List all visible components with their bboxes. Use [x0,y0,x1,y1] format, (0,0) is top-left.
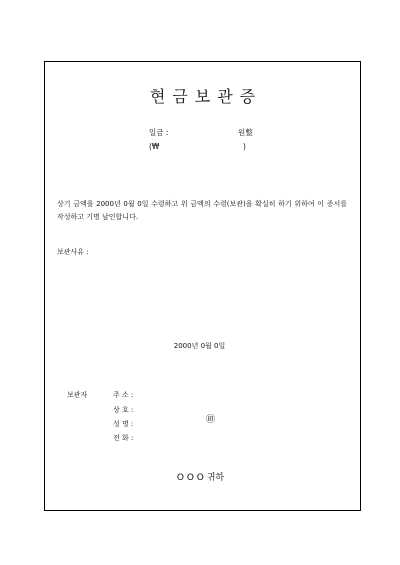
document-title: 현금보관증 [149,87,263,106]
name-field-label: 성 명 : [113,420,134,428]
amount-won-open: (₩ [149,142,160,151]
body-statement: 상기 금액을 2000년 0월 0일 수령하고 위 금액의 수령(보관)을 확실히 하기 위하여 이 증서를 작성하고 기명 날인합니다. [57,200,347,221]
seal-icon: ㊞ [206,415,216,425]
phone-field-label: 전 화 : [113,434,134,442]
amount-won-close: ) [243,142,246,151]
document-frame [44,61,361,511]
addressee: O O O 귀하 [176,473,225,483]
amount-unit: 원整 [238,128,253,137]
document-date: 2000년 0월 0일 [173,342,226,350]
keeper-label: 보관자 [67,391,88,399]
reason-label: 보관사유 : [57,248,89,256]
amount-label: 일금 : [149,128,169,137]
trade-name-field-label: 상 호 : [113,406,134,414]
address-field-label: 주 소 : [113,391,134,399]
